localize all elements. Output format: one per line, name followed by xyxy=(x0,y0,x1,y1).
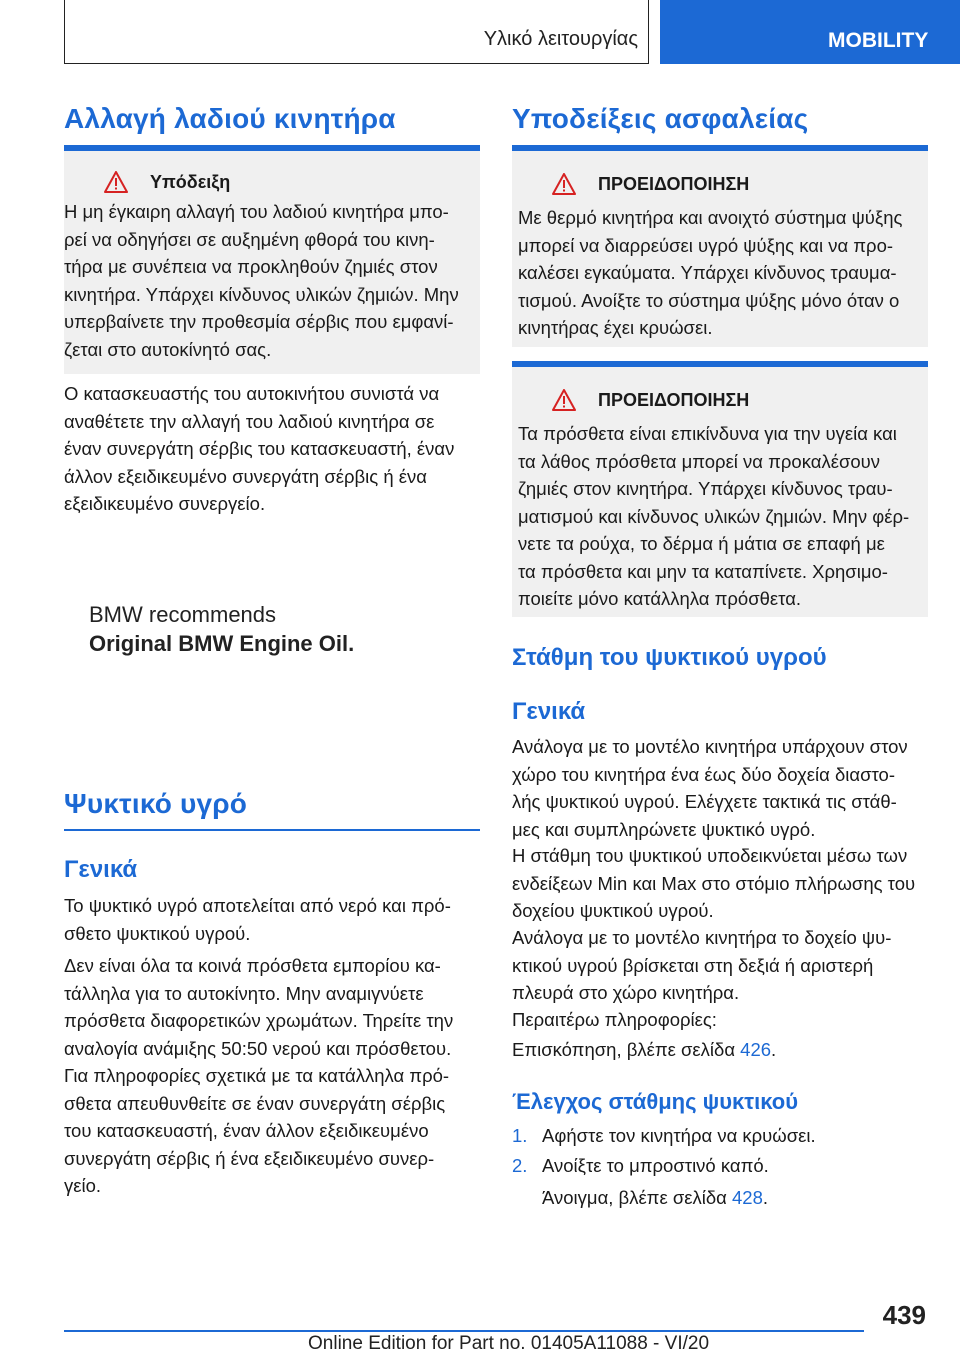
opening-reference: Άνοιγμα, βλέπε σελίδα 428. xyxy=(542,1187,769,1208)
level-paragraph-1: Ανάλογα με το μοντέλο κινητήρα υπάρχουν στον χώρο του κινητήρα ένα έως δύο δοχεία διαστο- λής ψυκτικού υγρού. Ελέγχετε τακτικά τις στάθ- μες και συμπληρώνετε ψυκτικό υγρό. xyxy=(512,736,908,840)
note-box xyxy=(64,151,480,374)
warning-label: ΠΡΟΕΙΔΟΠΟΙΗΣΗ xyxy=(598,389,750,410)
subheading-general: Γενικά xyxy=(512,698,586,725)
more-info-label: Περαιτέρω πληροφορίες: xyxy=(512,1009,717,1030)
warning-label: ΠΡΟΕΙΔΟΠΟΙΗΣΗ xyxy=(598,173,750,194)
warning-title xyxy=(512,389,749,411)
note-label: Υπόδειξη xyxy=(150,171,231,192)
page-link-426[interactable]: 426 xyxy=(740,1039,772,1060)
subheading-general: Γενικά xyxy=(64,856,138,883)
level-paragraph-3: Ανάλογα με το μοντέλο κινητήρα το δοχείο ψυ- κτικού υγρού βρίσκεται στη δεξιά ή αριστερή πλευρά στο χώρο κινητήρα. xyxy=(512,927,892,1003)
footer-edition: Online Edition for Part no. 01405A11088 - VI/20 xyxy=(308,1333,710,1354)
note-title xyxy=(64,171,230,193)
oil-change-paragraph: Ο κατασκευαστής του αυτοκινήτου συνιστά να αναθέτετε την αλλαγή του λαδιού κινητήρα σε έναν συνεργάτη σέρβις του κατασκευαστή, έναν άλλον εξειδικευμένο συνεργάτη σέρβις ή ένα εξειδικευμένο συνεργείο. xyxy=(64,383,455,514)
warning-icon xyxy=(104,171,128,193)
step-1: 1. Αφήστε τον κινητήρα να κρυώσει. xyxy=(512,1125,816,1146)
coolant-paragraph-1: Το ψυκτικό υγρό αποτελείται από νερό και πρό- σθετο ψυκτικού υγρού. xyxy=(64,895,451,944)
warning-text: Τα πρόσθετα είναι επικίνδυνα για την υγεία και τα λάθος πρόσθετα μπορεί να προκαλέσουν ζημιές στον κινητήρα. Υπάρχει κίνδυνος τραυ- ματισμού και κίνδυνος υλικών ζημιών. Μην φέρ- νετε τα ρούχα, το δέρμα ή μάτια σε επαφή με τα πρόσθετα και μην τα καταπίνετε. Χρησιμο- ποιείτε μόνο κατάλληλα πρόσθετα. xyxy=(518,423,910,609)
warning-icon xyxy=(552,173,576,195)
footer-rule xyxy=(64,1330,864,1332)
header-chapter-tab[interactable]: MOBILITY xyxy=(660,0,960,64)
heading-safety-notes: Υποδείξεις ασφαλείας xyxy=(512,103,809,134)
subheading-check-level: Έλεγχος στάθμης ψυκτικού xyxy=(512,1089,799,1114)
heading-coolant: Ψυκτικό υγρό xyxy=(64,788,248,819)
heading-oil-change: Αλλαγή λαδιού κινητήρα xyxy=(64,103,396,134)
warning-title xyxy=(512,173,749,195)
coolant-paragraph-2: Δεν είναι όλα τα κοινά πρόσθετα εμπορίου κα- τάλληλα για το αυτοκίνητο. Μην αναμιγνύετε πρόσθετα διαφορετικών χρωμάτων. Τηρείτε την αναλογία ανάμιξης 50:50 νερού και πρόσθετου. Για πληροφορίες σχετικά με τα κατάλληλα πρό- σθετα απευθυνθείτε σε έναν συνεργάτη σέρβις του κατασκευαστή, έναν άλλον εξειδικευμένο συνεργάτη σέρβις ή ένα εξειδικευμένο συνερ- γείο. xyxy=(64,955,454,1196)
warning-box-2 xyxy=(512,367,928,617)
level-paragraph-2: Η στάθμη του ψυκτικού υποδεικνύεται μέσω των ενδείξεων Min και Max στο στόμιο πλήρωσης του δοχείου ψυκτικού υγρού. xyxy=(512,845,916,921)
step-2: 2. Ανοίξτε το μπροστινό καπό. xyxy=(512,1155,769,1176)
heading-coolant-level: Στάθμη του ψυκτικού υγρού xyxy=(512,644,827,671)
warning-text: Με θερμό κινητήρα και ανοιχτό σύστημα ψύξης μπορεί να διαρρεύσει υγρό ψύξης και να προ- καλέσει εγκαύματα. Υπάρχει κίνδυνος τραυμα- τισμού. Ανοίξτε το σύστημα ψύξης μόνο όταν ο κινητήρας έχει κρυώσει. xyxy=(518,207,903,338)
heading-rule xyxy=(64,829,480,831)
note-text: Η μη έγκαιρη αλλαγή του λαδιού κινητήρα μπο- ρεί να οδηγήσει σε αυξημένη φθορά του κινη- τήρα με συνέπεια να προκληθούν ζημιές στον κινητήρα. Υπάρχει κίνδυνος υλικών ζημιών. Μην υπερβαίνετε την προθεσμία σέρβις που εμφανί- ζεται στο αυτοκίνητό σας. xyxy=(64,201,459,360)
header-section-title: Υλικό λειτουργίας xyxy=(483,28,638,50)
warning-box-1 xyxy=(512,151,928,347)
overview-reference: Επισκόπηση, βλέπε σελίδα 426. xyxy=(512,1039,777,1060)
warning-icon xyxy=(552,389,576,411)
bmw-recommends-logo: BMW recommends Original BMW Engine Oil. xyxy=(89,602,355,656)
page-link-428[interactable]: 428 xyxy=(732,1187,763,1208)
page-number: 439 xyxy=(882,1300,926,1330)
